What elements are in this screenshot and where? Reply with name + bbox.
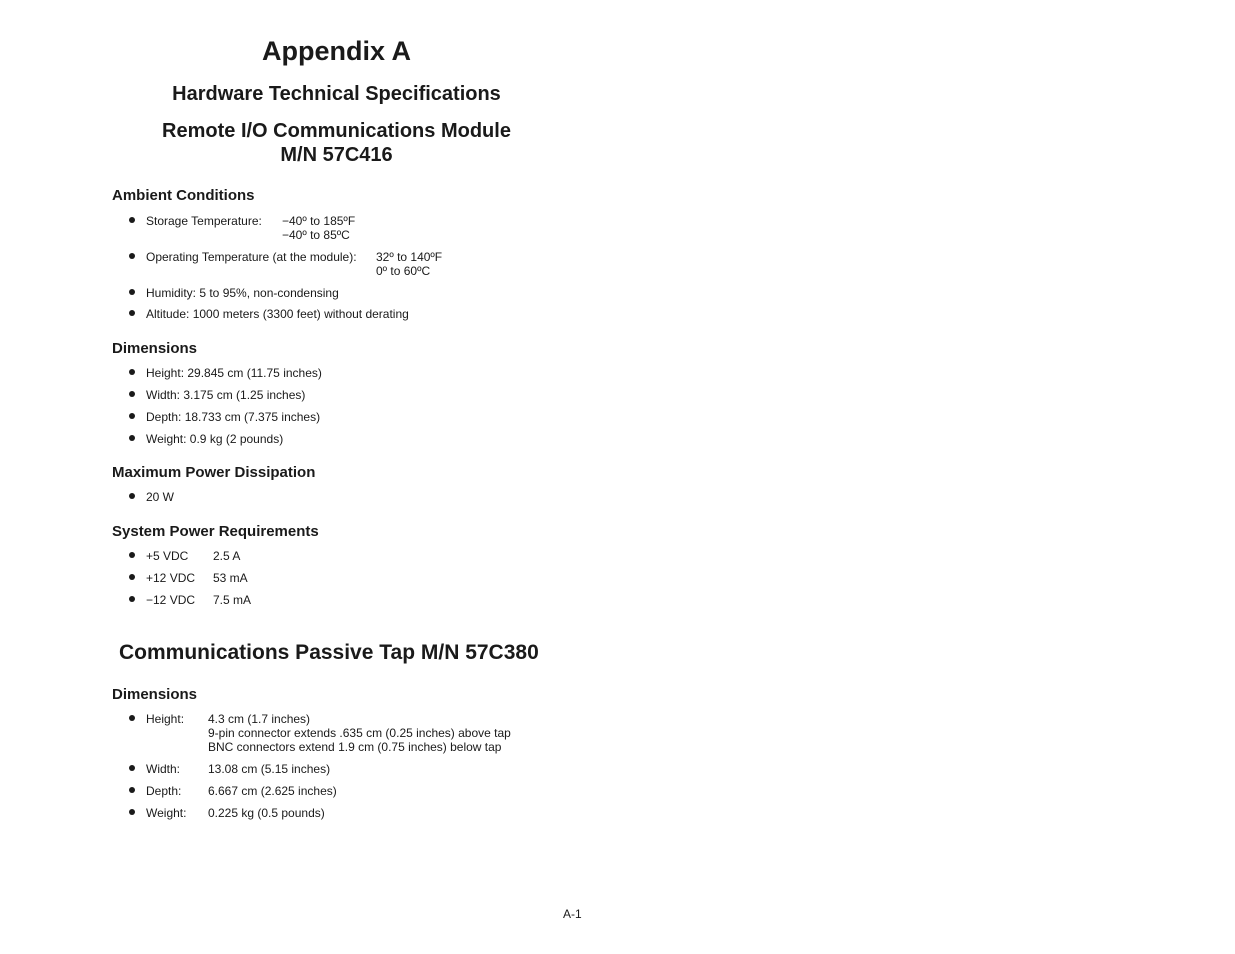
- tap-height-label: Height:: [146, 712, 185, 726]
- power-current: 7.5 mA: [213, 593, 252, 607]
- bullet-icon: [129, 253, 135, 259]
- operating-temperature-f: 32º to 140ºF: [376, 250, 443, 264]
- module-title-line2: M/N 57C416: [280, 144, 393, 166]
- tap-depth-value: 6.667 cm (2.625 inches): [208, 784, 337, 798]
- power-voltage: +5 VDC: [146, 549, 189, 563]
- tap-depth-label: Depth:: [146, 784, 182, 798]
- power-voltage: −12 VDC: [146, 593, 196, 607]
- power-current: 2.5 A: [213, 549, 241, 563]
- module-depth-item: Depth: 18.733 cm (7.375 inches): [146, 410, 321, 424]
- tap-weight-label: Weight:: [146, 806, 187, 820]
- bullet-icon: [129, 413, 135, 419]
- power-voltage: +12 VDC: [146, 571, 196, 585]
- bullet-icon: [129, 369, 135, 375]
- humidity-item: Humidity: 5 to 95%, non-condensing: [146, 286, 339, 300]
- bullet-icon: [129, 310, 135, 316]
- tap-width-value: 13.08 cm (5.15 inches): [208, 762, 331, 776]
- tap-width-label: Width:: [146, 762, 181, 776]
- ambient-conditions-heading: Ambient Conditions: [112, 187, 255, 204]
- system-power-heading: System Power Requirements: [112, 523, 319, 540]
- power-dissipation-heading: Maximum Power Dissipation: [112, 464, 316, 481]
- module-weight-item: Weight: 0.9 kg (2 pounds): [146, 432, 284, 446]
- module-title: [0, 119, 673, 167]
- module-height-item: Height: 29.845 cm (11.75 inches): [146, 366, 322, 380]
- operating-temperature-label: Operating Temperature (at the module):: [146, 250, 357, 264]
- module-width-item: Width: 3.175 cm (1.25 inches): [146, 388, 306, 402]
- bullet-icon: [129, 765, 135, 771]
- bullet-icon: [129, 552, 135, 558]
- bullet-icon: [129, 787, 135, 793]
- dimensions-heading: Dimensions: [112, 340, 198, 357]
- page-title: Appendix A: [261, 36, 411, 66]
- tap-height-line3: BNC connectors extend 1.9 cm (0.75 inches) below tap: [208, 740, 502, 754]
- power-current: 53 mA: [213, 571, 248, 585]
- module-title-line1: Remote I/O Communications Module: [162, 120, 511, 142]
- storage-temperature-f: −40º to 185ºF: [282, 214, 356, 228]
- bullet-icon: [129, 391, 135, 397]
- bullet-icon: [129, 435, 135, 441]
- bullet-icon: [129, 217, 135, 223]
- bullet-icon: [129, 574, 135, 580]
- bullet-icon: [129, 809, 135, 815]
- bullet-icon: [129, 289, 135, 295]
- tap-dimensions-heading: Dimensions: [112, 686, 198, 703]
- operating-temperature-c: 0º to 60ºC: [376, 264, 431, 278]
- bullet-icon: [129, 715, 135, 721]
- storage-temperature-c: −40º to 85ºC: [282, 228, 350, 242]
- bullet-icon: [129, 493, 135, 499]
- bullet-icon: [129, 596, 135, 602]
- tap-title: Communications Passive Tap M/N 57C380: [119, 641, 539, 664]
- tap-height-line1: 4.3 cm (1.7 inches): [208, 712, 311, 726]
- altitude-item: Altitude: 1000 meters (3300 feet) without derating: [146, 307, 409, 321]
- tap-weight-value: 0.225 kg (0.5 pounds): [208, 806, 325, 820]
- page-subtitle: Hardware Technical Specifications: [172, 83, 501, 105]
- power-dissipation-value: 20 W: [146, 490, 175, 504]
- storage-temperature-label: Storage Temperature:: [146, 214, 262, 228]
- tap-height-line2: 9-pin connector extends .635 cm (0.25 inches) above tap: [208, 726, 511, 740]
- page-number: A-1: [563, 907, 582, 921]
